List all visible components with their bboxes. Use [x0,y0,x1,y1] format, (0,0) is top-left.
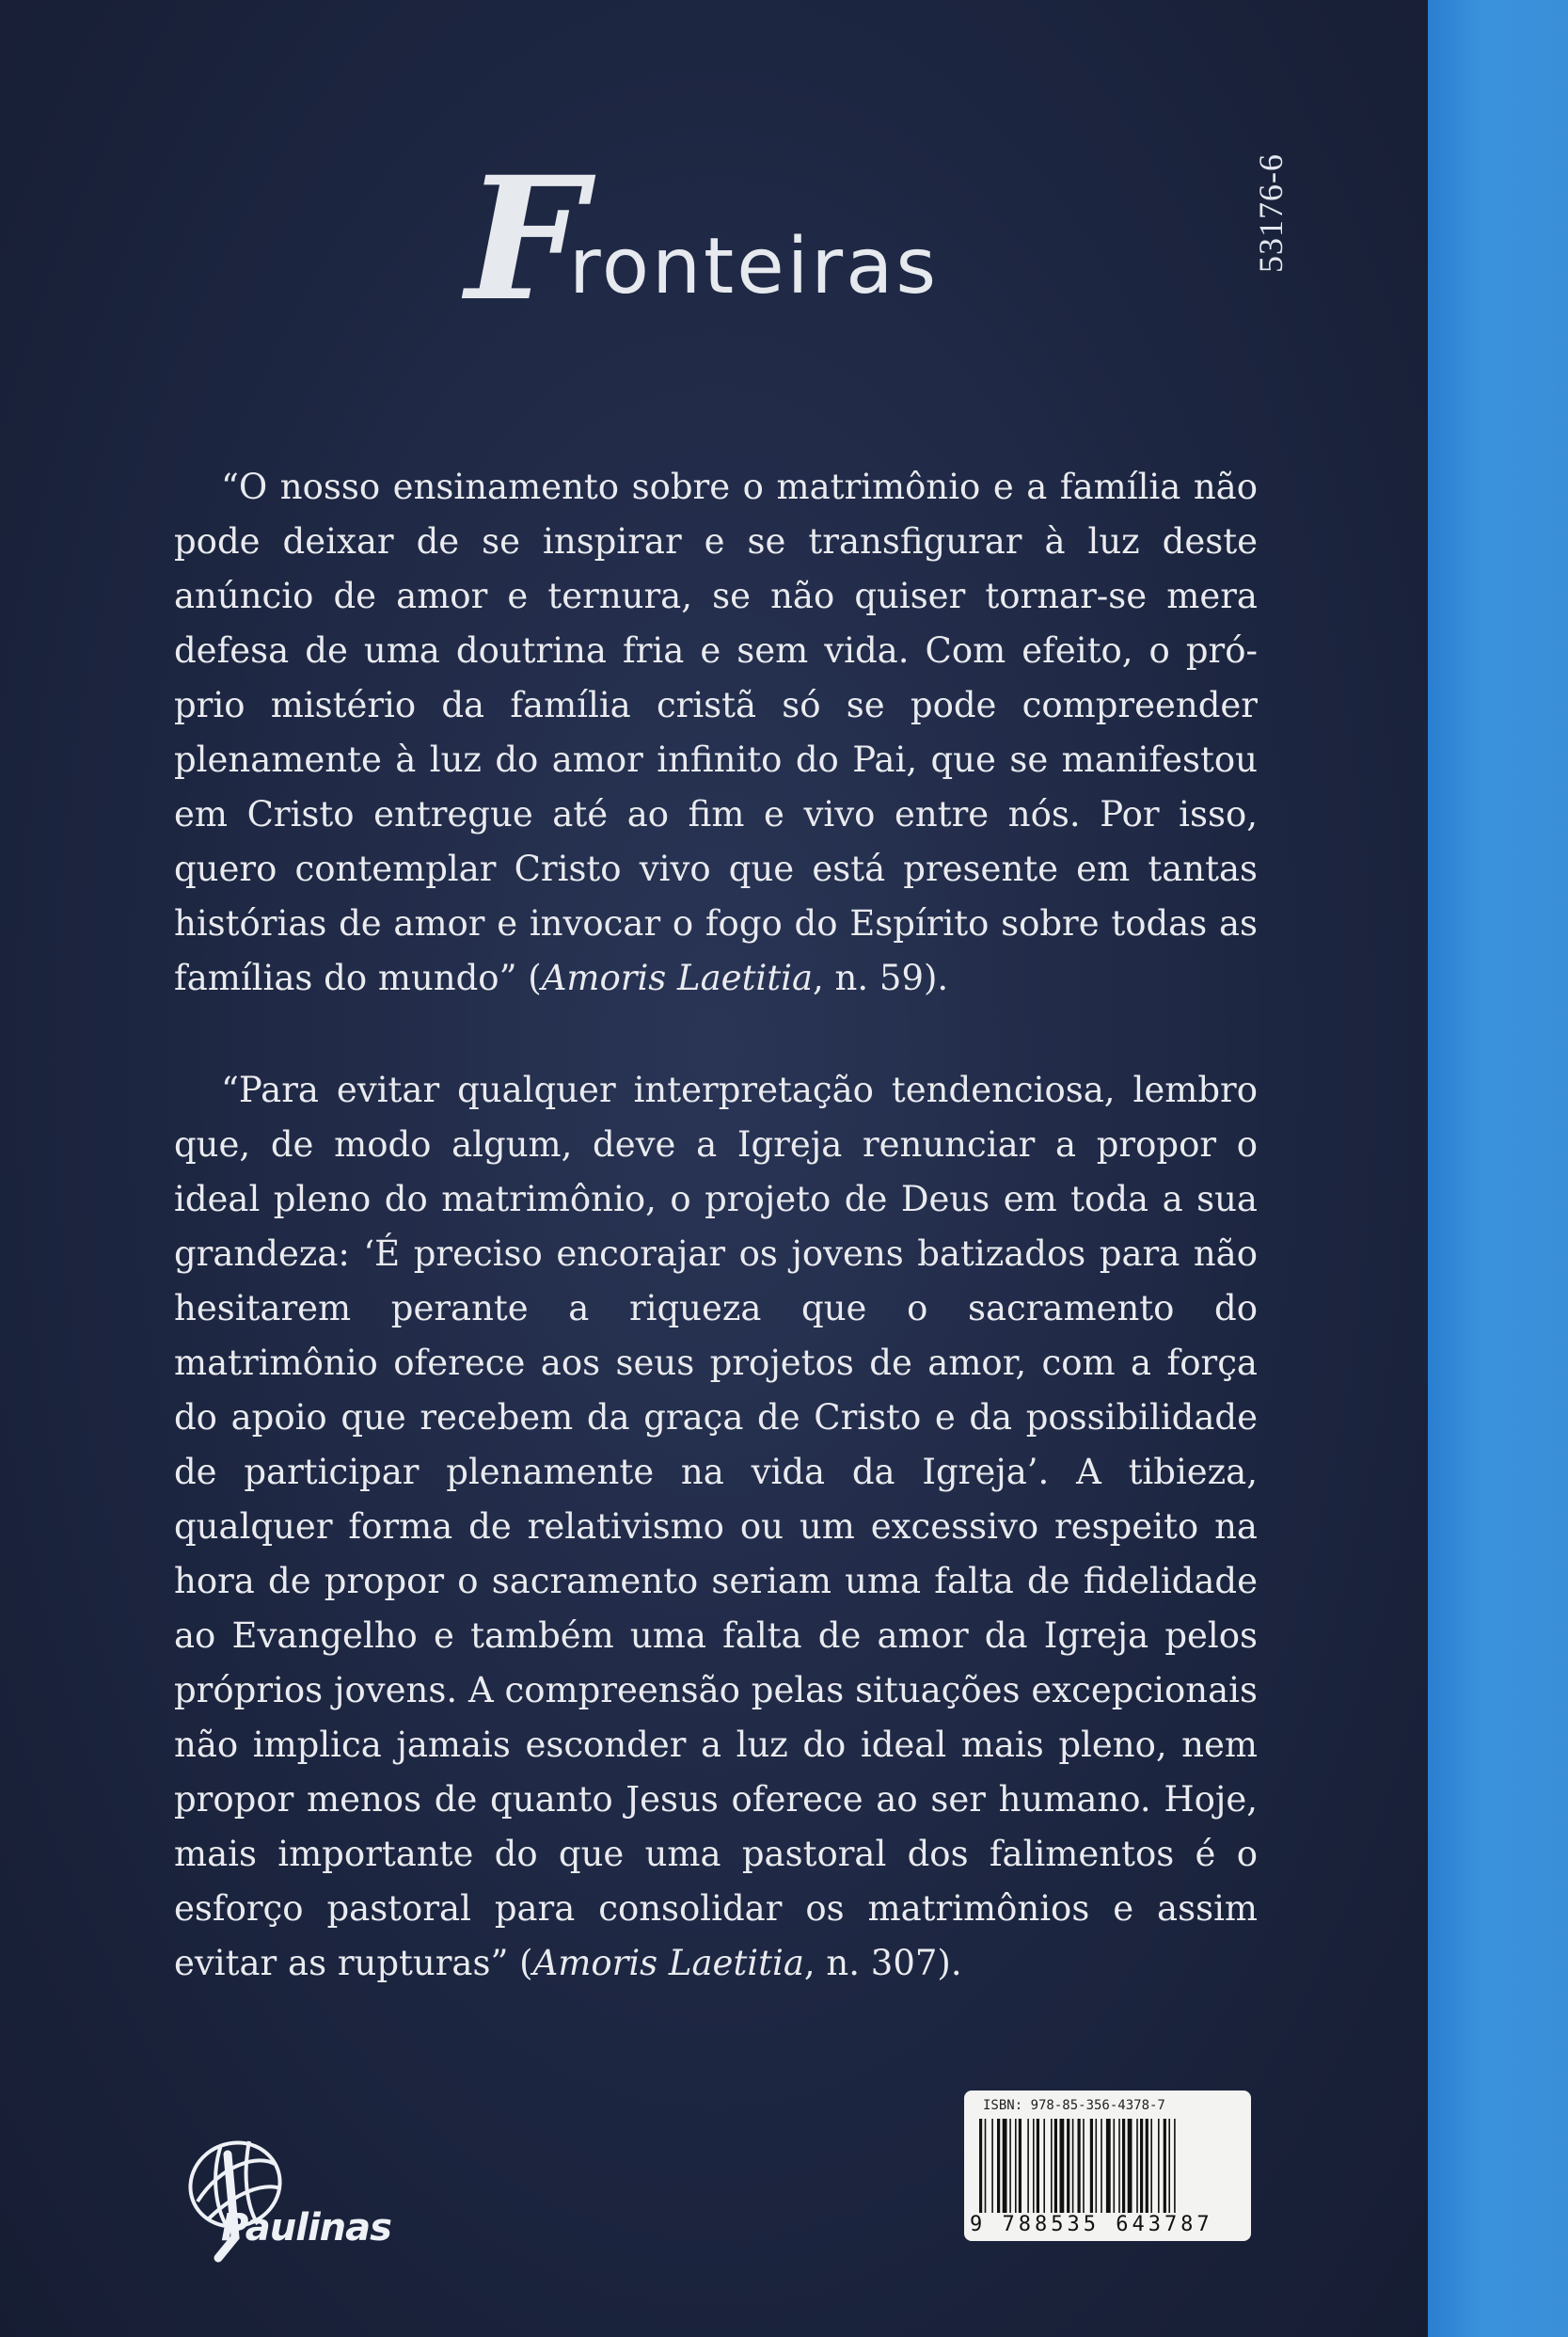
quote-1-text: “O nosso ensinamento sobre o matrimônio e a família não pode deixar de se inspirar e se transfigurar à luz deste anúncio de amor e ternura, se não quiser tornar-se mera defesa de uma doutrina fria e sem vida. Com efeito, o próprio mistério da família cristã só se pode compreender plenamente à luz do amor infinito do Pai, que se manifestou em Cristo entregue até ao fim e vivo entre nós. Por isso, quero contemplar Cristo vivo que está presente em tantas histórias de amor e invocar o fogo do Espírito sobre todas as famílias do mundo” ( [174,467,1258,998]
quote-2-citation: Amoris Laetitia [532,1943,804,1983]
isbn-text: ISBN: 978-85-356-4378-7 [983,2098,1165,2113]
quote-paragraph-2 [174,1063,1258,1991]
series-logo [466,140,955,339]
blue-spine-strip [1428,0,1568,2337]
series-logo-initial: F [466,140,586,339]
barcode-label [964,2091,1251,2241]
quote-paragraph-1 [174,460,1258,1006]
series-logo-text: ronteiras [569,222,940,311]
barcode-icon [977,2119,1236,2213]
catalog-code: 53176-6 [1252,153,1290,273]
publisher-logo [169,2126,391,2277]
quote-2-text: “Para evitar qualquer interpretação tendenciosa, lembro que, de modo algum, deve a Igreja renunciar a propor o ideal pleno do matrimônio, o projeto de Deus em toda a sua grandeza: ‘É preciso encorajar os jovens batizados para não hesitarem perante a riqueza que o sacramento do matrimônio oferece aos seus projetos de amor, com a força do apoio que recebem da graça de Cristo e da possibilidade de participar plenamente na vida da Igreja’. A tibieza, qualquer forma de relativismo ou um excessivo respeito na hora de propor o sacramento seriam uma falta de fidelidade ao Evangelho e também uma falta de amor da Igreja pelos próprios jovens. A compreensão pelas situações excepcionais não implica jamais esconder a luz do ideal mais pleno, nem propor menos de quanto Jesus oferece ao ser humano. Hoje, mais importante do que uma pastoral dos falimentos é o esforço pastoral para consolidar os matrimônios e assim evitar as rupturas” ( [174,1070,1258,1983]
quote-2-reference: , n. 307). [803,1943,962,1983]
quote-1-reference: , n. 59). [813,958,949,998]
publisher-name: Paulinas [221,2206,391,2250]
barcode-digits: 9 788535 643787 [970,2213,1213,2236]
quote-1-citation: Amoris Laetitia [541,958,814,998]
globe-icon [169,2126,376,2277]
